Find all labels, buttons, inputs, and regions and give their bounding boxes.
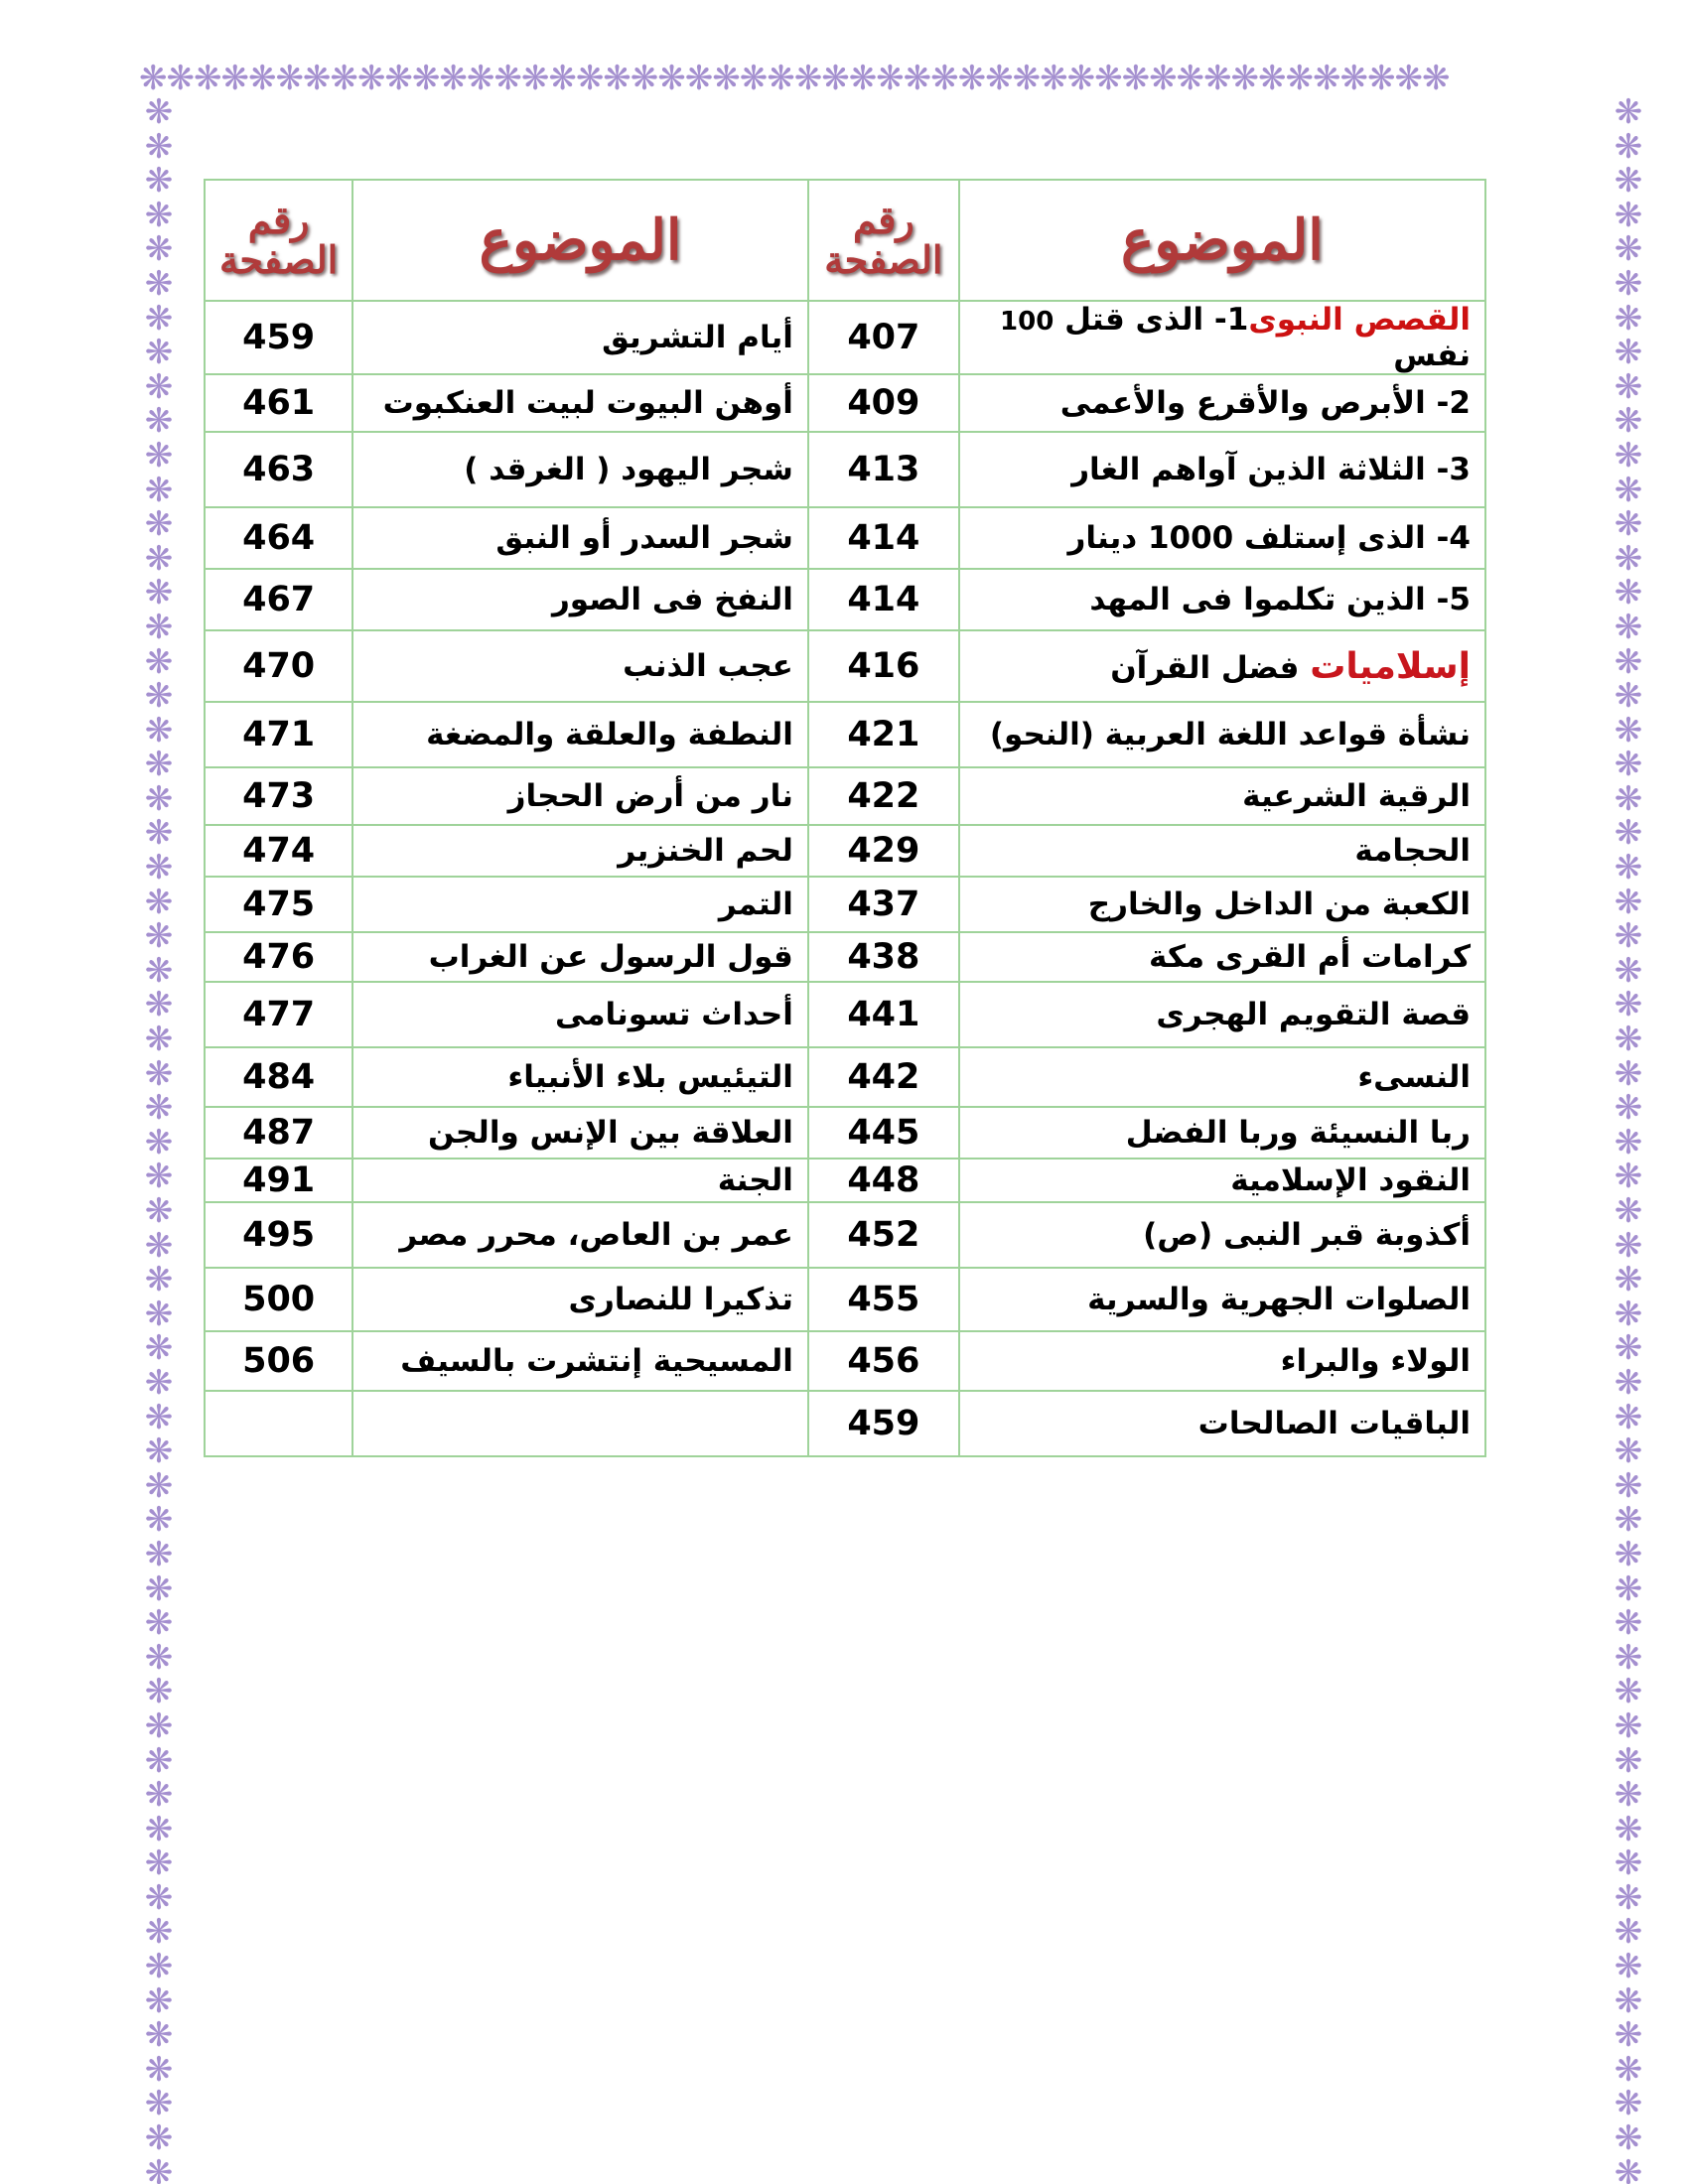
border-star-icon: ❋	[1614, 538, 1643, 579]
border-star-icon: ❋	[1614, 1020, 1643, 1060]
table-row	[205, 1331, 1485, 1391]
border-star-icon: ❋	[144, 778, 174, 819]
border-star-icon: ❋	[144, 676, 174, 717]
right-page-cell: 441	[808, 982, 959, 1047]
border-star-icon: ❋	[1614, 916, 1643, 957]
border-star-icon: ❋	[144, 1157, 174, 1197]
left-page-cell: 477	[205, 982, 352, 1047]
section-title: إسلاميات	[1310, 645, 1471, 687]
right-topic-cell	[959, 1107, 1485, 1159]
border-star-icon: ❋	[1614, 161, 1643, 202]
topic-text: كرامات أم القرى مكة	[1149, 939, 1471, 975]
border-star-icon: ❋	[144, 1947, 174, 1987]
border-star-icon: ❋	[144, 470, 174, 510]
left-topic-cell: النفخ فى الصور	[352, 569, 808, 630]
right-topic-cell	[959, 877, 1485, 932]
border-star-icon: ❋	[144, 882, 174, 922]
left-page-cell: 500	[205, 1268, 352, 1331]
table-row	[205, 374, 1485, 432]
left-topic-cell: أيام التشريق	[352, 301, 808, 374]
border-star-icon: ❋	[144, 745, 174, 785]
right-page-cell: 416	[808, 630, 959, 702]
topic-text: الولاء والبراء	[1280, 1343, 1471, 1379]
border-star-icon: ❋	[144, 1500, 174, 1541]
border-star-icon: ❋	[144, 2049, 174, 2090]
topic-text: 3- الثلاثة الذين آواهم الغار	[1071, 452, 1471, 487]
left-topic-cell: النطفة والعلقة والمضغة	[352, 702, 808, 767]
topic-text: الباقيات الصالحات	[1197, 1406, 1471, 1441]
right-topic-cell	[959, 1391, 1485, 1456]
left-page-cell: 487	[205, 1107, 352, 1159]
border-star-icon: ❋	[1614, 470, 1643, 510]
topic-text: النسىء	[1357, 1059, 1471, 1095]
border-star-icon: ❋	[1614, 1569, 1643, 1609]
left-topic-cell: التيئيس بلاء الأنبياء	[352, 1047, 808, 1107]
border-star-icon: ❋	[144, 1122, 174, 1162]
border-star-icon: ❋	[1614, 1877, 1643, 1918]
right-topic-cell	[959, 630, 1485, 702]
border-star-icon: ❋	[144, 1294, 174, 1334]
right-page-cell: 459	[808, 1391, 959, 1456]
border-star-icon: ❋	[1614, 641, 1643, 682]
border-star-icon: ❋	[1614, 1053, 1643, 1094]
border-star-icon: ❋	[144, 916, 174, 957]
right-page-cell: 409	[808, 374, 959, 432]
border-star-icon: ❋	[144, 538, 174, 579]
left-page-cell: 470	[205, 630, 352, 702]
left-topic-cell: قول الرسول عن الغراب	[352, 932, 808, 982]
border-star-icon: ❋	[1614, 435, 1643, 476]
right-topic-cell	[959, 1268, 1485, 1331]
right-topic-cell	[959, 432, 1485, 507]
border-star-icon: ❋	[1614, 366, 1643, 407]
right-page-cell: 414	[808, 507, 959, 569]
border-star-icon: ❋	[1614, 2152, 1643, 2184]
border-star-icon: ❋	[144, 1328, 174, 1369]
border-star-icon: ❋	[1614, 1362, 1643, 1403]
border-star-icon: ❋	[144, 848, 174, 888]
border-star-icon: ❋	[144, 1843, 174, 1884]
topic-text: أكذوبة قبر النبى (ص)	[1143, 1217, 1471, 1253]
table-row	[205, 932, 1485, 982]
right-page-cell: 422	[808, 767, 959, 825]
border-star-icon: ❋	[144, 195, 174, 235]
border-star-icon: ❋	[1614, 263, 1643, 304]
border-star-icon: ❋	[1614, 1706, 1643, 1746]
border-star-icon: ❋	[144, 1020, 174, 1060]
right-page-cell: 442	[808, 1047, 959, 1107]
right-page-cell: 437	[808, 877, 959, 932]
decorative-border-right	[1611, 95, 1646, 2184]
border-star-icon: ❋	[1614, 1775, 1643, 1816]
table-row	[205, 301, 1485, 374]
border-star-icon: ❋	[1614, 1122, 1643, 1162]
topic-text: الحجامة	[1354, 833, 1471, 869]
topic-suffix: نفس	[1393, 338, 1471, 373]
header-page-left: رقم الصفحة	[205, 180, 352, 301]
topic-text: نشأة قواعد اللغة العربية (النحو)	[989, 717, 1471, 752]
border-star-icon: ❋	[1614, 333, 1643, 373]
border-star-icon: ❋	[1614, 1465, 1643, 1506]
border-star-icon: ❋	[1614, 1088, 1643, 1129]
table-row	[205, 507, 1485, 569]
header-page-right: رقم الصفحة	[808, 180, 959, 301]
border-star-icon: ❋	[1614, 126, 1643, 167]
topic-text: الكعبة من الداخل والخارج	[1087, 887, 1471, 922]
topic-text: الصلوات الجهرية والسرية	[1087, 1282, 1471, 1317]
border-star-icon: ❋	[1614, 1294, 1643, 1334]
left-topic-cell: العلاقة بين الإنس والجن	[352, 1107, 808, 1159]
table-row	[205, 877, 1485, 932]
right-page-cell: 438	[808, 932, 959, 982]
border-star-icon: ❋	[1614, 1947, 1643, 1987]
border-star-icon: ❋	[1614, 1500, 1643, 1541]
border-star-icon: ❋	[144, 641, 174, 682]
right-topic-cell	[959, 702, 1485, 767]
left-page-cell	[205, 1391, 352, 1456]
border-star-icon: ❋	[1614, 195, 1643, 235]
border-star-icon: ❋	[144, 950, 174, 991]
border-star-icon: ❋	[1614, 1397, 1643, 1437]
right-page-cell: 429	[808, 825, 959, 877]
right-topic-cell	[959, 1047, 1485, 1107]
border-star-icon: ❋	[1614, 778, 1643, 819]
border-star-icon: ❋	[144, 1706, 174, 1746]
border-star-icon: ❋	[144, 607, 174, 647]
border-star-icon: ❋	[144, 1362, 174, 1403]
table-row	[205, 1159, 1485, 1202]
header-topic-left: الموضوع	[352, 180, 808, 301]
left-topic-cell: أوهن البيوت لبيت العنكبوت	[352, 374, 808, 432]
table-row	[205, 569, 1485, 630]
border-star-icon: ❋	[1614, 607, 1643, 647]
topic-text: 2- الأبرص والأقرع والأعمى	[1059, 385, 1471, 421]
border-star-icon: ❋	[1614, 2084, 1643, 2124]
left-page-cell: 495	[205, 1202, 352, 1268]
topic-text: 5- الذين تكلموا فى المهد	[1089, 582, 1471, 617]
border-star-icon: ❋	[144, 1191, 174, 1231]
left-page-cell: 473	[205, 767, 352, 825]
left-topic-cell: عجب الذنب	[352, 630, 808, 702]
border-star-icon: ❋	[144, 1740, 174, 1781]
border-star-icon: ❋	[1614, 2049, 1643, 2090]
border-star-icon: ❋	[144, 1432, 174, 1472]
border-star-icon: ❋	[144, 1225, 174, 1266]
border-star-icon: ❋	[1614, 1672, 1643, 1712]
border-star-icon: ❋	[1614, 985, 1643, 1025]
right-topic-cell	[959, 569, 1485, 630]
border-star-icon: ❋	[1614, 1432, 1643, 1472]
left-topic-cell: عمر بن العاص، محرر مصر	[352, 1202, 808, 1268]
left-page-cell: 491	[205, 1159, 352, 1202]
border-star-icon: ❋	[144, 126, 174, 167]
border-star-icon: ❋	[144, 333, 174, 373]
right-page-cell: 448	[808, 1159, 959, 1202]
border-star-icon: ❋	[144, 1603, 174, 1644]
left-page-cell: 463	[205, 432, 352, 507]
border-star-icon: ❋	[144, 573, 174, 614]
right-topic-cell	[959, 982, 1485, 1047]
border-star-icon: ❋	[1614, 1603, 1643, 1644]
border-star-icon: ❋	[1614, 848, 1643, 888]
right-topic-cell	[959, 932, 1485, 982]
table-row	[205, 1107, 1485, 1159]
border-star-icon: ❋	[144, 263, 174, 304]
border-star-icon: ❋	[144, 1912, 174, 1953]
border-star-icon: ❋	[1614, 1328, 1643, 1369]
border-star-icon: ❋	[1614, 1157, 1643, 1197]
border-star-icon: ❋	[144, 2152, 174, 2184]
border-star-icon: ❋	[144, 2118, 174, 2159]
right-page-cell: 456	[808, 1331, 959, 1391]
table-row	[205, 702, 1485, 767]
border-star-icon: ❋	[1614, 401, 1643, 442]
left-page-cell: 475	[205, 877, 352, 932]
border-star-icon: ❋	[144, 1637, 174, 1678]
border-star-icon: ❋	[1614, 1225, 1643, 1266]
right-page-cell: 407	[808, 301, 959, 374]
right-topic-cell	[959, 301, 1485, 374]
table-row	[205, 825, 1485, 877]
border-star-icon: ❋	[144, 401, 174, 442]
table-row	[205, 767, 1485, 825]
border-star-icon: ❋	[144, 1569, 174, 1609]
left-topic-cell: شجر السدر أو النبق	[352, 507, 808, 569]
left-page-cell: 461	[205, 374, 352, 432]
topic-text: الرقية الشرعية	[1242, 778, 1471, 814]
table-row	[205, 1202, 1485, 1268]
left-page-cell: 476	[205, 932, 352, 982]
right-topic-cell	[959, 767, 1485, 825]
left-page-cell: 464	[205, 507, 352, 569]
border-star-icon: ❋	[144, 1775, 174, 1816]
border-star-icon: ❋	[1614, 745, 1643, 785]
right-page-cell: 414	[808, 569, 959, 630]
border-star-icon: ❋	[1614, 813, 1643, 854]
table-row	[205, 630, 1485, 702]
right-page-cell: 445	[808, 1107, 959, 1159]
right-topic-cell	[959, 374, 1485, 432]
right-topic-cell	[959, 1159, 1485, 1202]
left-topic-cell	[352, 1391, 808, 1456]
left-topic-cell: أحداث تسونامى	[352, 982, 808, 1047]
left-topic-cell: تذكيرا للنصارى	[352, 1268, 808, 1331]
decorative-border-top: ❋❋❋❋❋❋❋❋❋❋❋❋❋❋❋❋❋❋❋❋❋❋❋❋❋❋❋❋❋❋❋❋❋❋❋❋❋❋❋❋❋❋❋❋❋❋❋❋	[139, 62, 1450, 98]
border-star-icon: ❋	[1614, 1843, 1643, 1884]
border-star-icon: ❋	[144, 710, 174, 751]
table-row	[205, 982, 1485, 1047]
border-star-icon: ❋	[144, 504, 174, 545]
table-row	[205, 1268, 1485, 1331]
left-topic-cell: التمر	[352, 877, 808, 932]
left-page-cell: 467	[205, 569, 352, 630]
border-star-icon: ❋	[144, 1980, 174, 2021]
border-star-icon: ❋	[144, 1465, 174, 1506]
left-topic-cell: لحم الخنزير	[352, 825, 808, 877]
table-of-contents	[204, 179, 1486, 1457]
border-star-icon: ❋	[1614, 2118, 1643, 2159]
border-star-icon: ❋	[144, 1809, 174, 1849]
border-star-icon: ❋	[144, 2084, 174, 2124]
border-star-icon: ❋	[144, 1877, 174, 1918]
border-star-icon: ❋	[1614, 1912, 1643, 1953]
border-star-icon: ❋	[1614, 1740, 1643, 1781]
border-star-icon: ❋	[144, 435, 174, 476]
topic-text: فضل القرآن	[1110, 649, 1311, 686]
left-topic-cell: شجر اليهود ( الغرقد )	[352, 432, 808, 507]
right-page-cell: 452	[808, 1202, 959, 1268]
left-page-cell: 471	[205, 702, 352, 767]
border-star-icon: ❋	[144, 1534, 174, 1574]
right-page-cell: 413	[808, 432, 959, 507]
border-star-icon: ❋	[1614, 504, 1643, 545]
topic-number: 100	[1000, 307, 1055, 337]
right-page-cell: 455	[808, 1268, 959, 1331]
border-star-icon: ❋	[1614, 1637, 1643, 1678]
topic-text: النقود الإسلامية	[1230, 1162, 1471, 1198]
right-topic-cell	[959, 1331, 1485, 1391]
border-star-icon: ❋	[1614, 573, 1643, 614]
border-star-icon: ❋	[1614, 1260, 1643, 1300]
border-star-icon: ❋	[1614, 229, 1643, 270]
border-star-icon: ❋	[144, 1397, 174, 1437]
border-star-icon: ❋	[144, 298, 174, 339]
topic-text: ربا النسيئة وربا الفضل	[1125, 1115, 1471, 1151]
left-page-cell: 459	[205, 301, 352, 374]
border-star-icon: ❋	[144, 1053, 174, 1094]
border-star-icon: ❋	[1614, 710, 1643, 751]
border-star-icon: ❋	[144, 229, 174, 270]
border-star-icon: ❋	[1614, 882, 1643, 922]
left-topic-cell: الجنة	[352, 1159, 808, 1202]
right-topic-cell	[959, 825, 1485, 877]
table-row	[205, 432, 1485, 507]
decorative-border-left	[141, 95, 177, 2184]
border-star-icon: ❋	[144, 2015, 174, 2056]
border-star-icon: ❋	[1614, 2015, 1643, 2056]
border-star-icon: ❋	[144, 1672, 174, 1712]
right-page-cell: 421	[808, 702, 959, 767]
border-star-icon: ❋	[144, 366, 174, 407]
header-topic-right: الموضوع	[959, 180, 1485, 301]
left-page-cell: 484	[205, 1047, 352, 1107]
border-star-icon: ❋	[1614, 1809, 1643, 1849]
border-star-icon: ❋	[144, 1088, 174, 1129]
border-star-icon: ❋	[144, 985, 174, 1025]
section-title: القصص النبوى	[1248, 302, 1471, 338]
border-star-icon: ❋	[144, 1260, 174, 1300]
border-star-icon: ❋	[1614, 1980, 1643, 2021]
topic-text: 4- الذى إستلف 1000 دينار	[1067, 520, 1471, 556]
border-star-icon: ❋	[1614, 676, 1643, 717]
table-row	[205, 1047, 1485, 1107]
right-topic-cell	[959, 507, 1485, 569]
header-row	[205, 180, 1485, 301]
border-star-icon: ❋	[1614, 1534, 1643, 1574]
border-star-icon: ❋	[1614, 298, 1643, 339]
right-topic-cell	[959, 1202, 1485, 1268]
border-star-icon: ❋	[144, 161, 174, 202]
left-page-cell: 474	[205, 825, 352, 877]
left-topic-cell: المسيحية إنتشرت بالسيف	[352, 1331, 808, 1391]
border-star-icon: ❋	[144, 813, 174, 854]
table-row	[205, 1391, 1485, 1456]
left-page-cell: 506	[205, 1331, 352, 1391]
topic-text: 1- الذى قتل	[1054, 302, 1249, 338]
topic-text: قصة التقويم الهجرى	[1156, 997, 1471, 1032]
border-star-icon: ❋	[1614, 950, 1643, 991]
border-star-icon: ❋	[1614, 1191, 1643, 1231]
border-star-icon: ❋	[1614, 95, 1643, 132]
left-topic-cell: نار من أرض الحجاز	[352, 767, 808, 825]
border-star-icon: ❋	[144, 95, 174, 132]
